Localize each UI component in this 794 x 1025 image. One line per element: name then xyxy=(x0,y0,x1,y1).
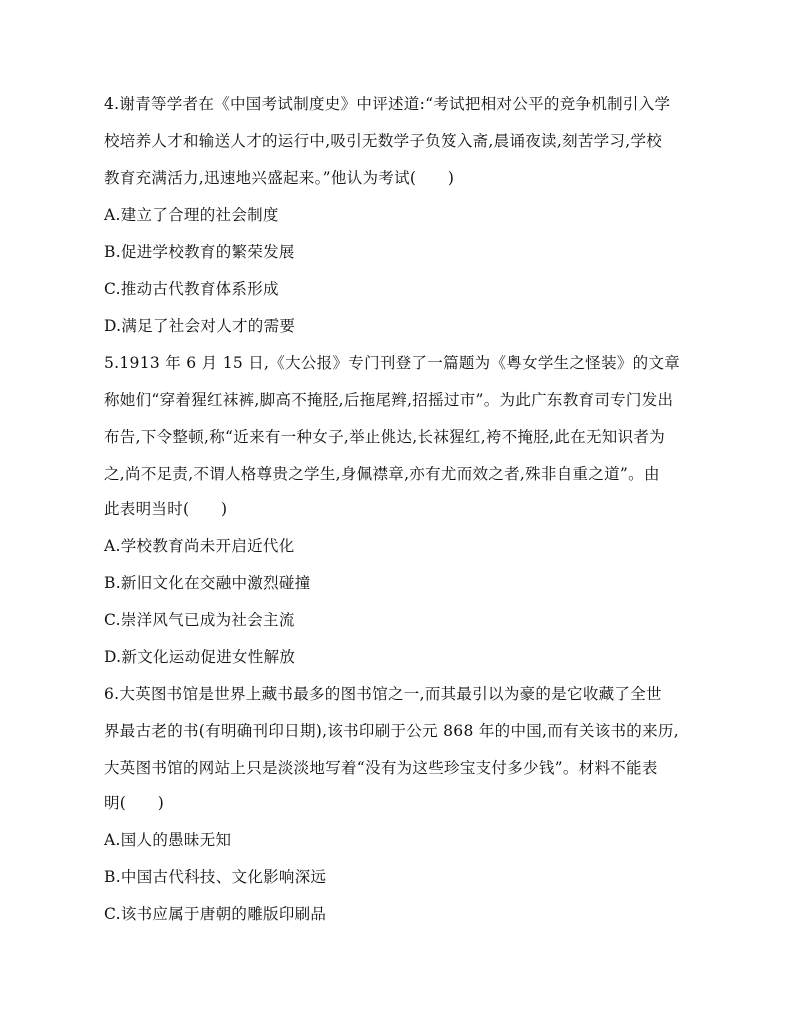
question-6-stem-line-3: 大英图书馆的网站上只是淡淡地写着“没有为这些珍宝支付多少钱”。材料不能表 xyxy=(104,759,658,777)
question-5-stem-line-4: 之,尚不足责,不谓人格尊贵之学生,身佩襟章,亦有尤而效之者,殊非自重之道”。由 xyxy=(104,465,660,483)
question-6-stem-line-1: 6.大英图书馆是世界上藏书最多的图书馆之一,而其最引以为豪的是它收藏了全世 xyxy=(104,685,662,703)
question-5-stem-line-1: 5.1913 年 6 月 15 日,《大公报》专门刊登了一篇题为《粤女学生之怪装》的文章 xyxy=(104,354,681,372)
question-6-stem-line-4: 明( ) xyxy=(104,794,165,812)
question-5-option-a: A.学校教育尚未开启近代化 xyxy=(104,537,295,555)
question-6-stem-line-2: 界最古老的书(有明确刊印日期),该书印刷于公元 868 年的中国,而有关该书的来历, xyxy=(104,722,679,740)
question-6-option-c: C.该书应属于唐朝的雕版印刷品 xyxy=(104,905,327,923)
question-5-option-b: B.新旧文化在交融中激烈碰撞 xyxy=(104,574,311,592)
question-5-option-c: C.崇洋风气已成为社会主流 xyxy=(104,611,295,629)
question-5-stem-line-5: 此表明当时( ) xyxy=(104,500,228,518)
question-4-option-a: A.建立了合理的社会制度 xyxy=(104,206,279,224)
question-4-option-c: C.推动古代教育体系形成 xyxy=(104,280,279,298)
question-5-stem-line-2: 称她们“穿着猩红袜裤,脚高不掩胫,后拖尾辫,招摇过市”。为此广东教育司专门发出 xyxy=(104,391,674,409)
question-4-stem-line-1: 4.谢青等学者在《中国考试制度史》中评述道:“考试把相对公平的竞争机制引入学 xyxy=(104,95,671,113)
question-4-option-b: B.促进学校教育的繁荣发展 xyxy=(104,243,295,261)
question-4-option-d: D.满足了社会对人才的需要 xyxy=(104,317,296,335)
question-5-stem-line-3: 布告,下令整顿,称“近来有一种女子,举止佻达,长袜猩红,袴不掩胫,此在无知识者为 xyxy=(104,428,665,446)
question-5-option-d: D.新文化运动促进女性解放 xyxy=(104,648,296,666)
question-6-option-b: B.中国古代科技、文化影响深远 xyxy=(104,868,327,886)
question-6-option-a: A.国人的愚昧无知 xyxy=(104,831,232,849)
question-4-stem-line-2: 校培养人才和输送人才的运行中,吸引无数学子负笈入斋,晨诵夜读,刻苦学习,学校 xyxy=(104,132,663,150)
question-4-stem-line-3: 教育充满活力,迅速地兴盛起来。”他认为考试( ) xyxy=(104,169,455,187)
